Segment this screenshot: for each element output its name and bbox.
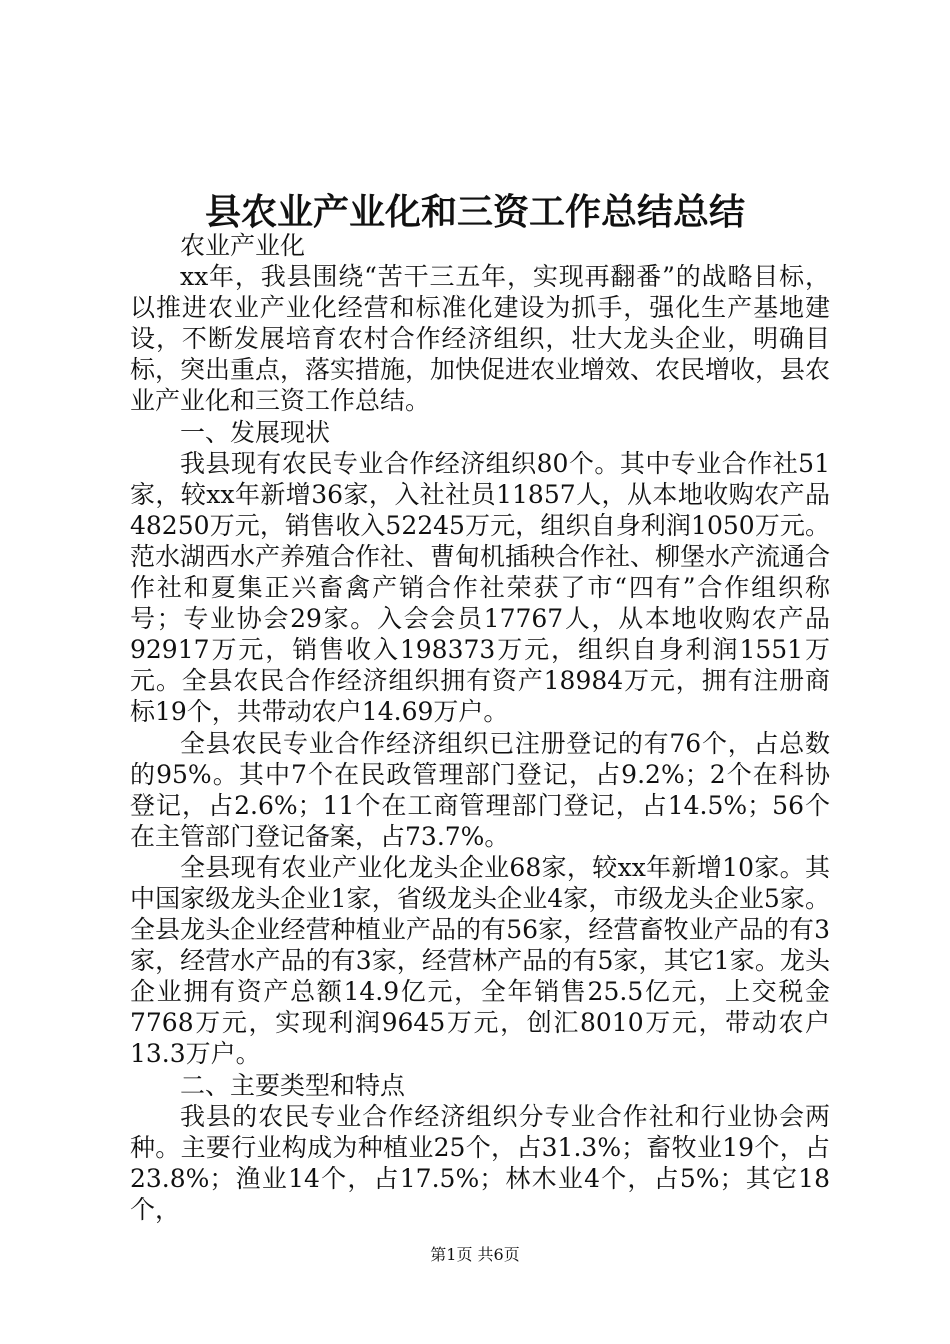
body-paragraph: 全县现有农业产业化龙头企业68家，较xx年新增10家。其中国家级龙头企业1家，省级龙头企业4家，市级龙头企业5家。全县龙头企业经营种植业产品的有56家，经营畜牧业产品的有3家，经营水产品的有3家，经营林产品的有5家，其它1家。龙头企业拥有资产总额14.9亿元，全年销售25.5亿元，上交税金7768万元，实现利润9645万元，创汇8010万元，带动农户13.3万户。 bbox=[130, 852, 830, 1069]
page-footer: 第1页 共6页 bbox=[430, 1245, 520, 1264]
body-paragraph: 全县农民专业合作经济组织已注册登记的有76个，占总数的95%。其中7个在民政管理部门登记，占9.2%；2个在科协登记，占2.6%；11个在工商管理部门登记，占14.5%；56个在主管部门登记备案，占73.7%。 bbox=[130, 728, 830, 851]
document-body bbox=[130, 230, 830, 1225]
section-heading: 农业产业化 bbox=[180, 231, 306, 260]
body-paragraph: xx年，我县围绕“苦干三五年，实现再翻番”的战略目标，以推进农业产业化经营和标准化建设为抓手，强化生产基地建设，不断发展培育农村合作经济组织，壮大龙头企业，明确目标，突出重点，落实措施，加快促进农业增效、农民增收，县农业产业化和三资工作总结。 bbox=[130, 262, 831, 416]
body-paragraph: 我县现有农民专业合作经济组织80个。其中专业合作社51家，较xx年新增36家，入社社员11857人，从本地收购农产品48250万元，销售收入52245万元，组织自身利润1050万元。范水湖西水产养殖合作社、曹甸机插秧合作社、柳堡水产流通合作社和夏集正兴畜禽产销合作社荣获了市“四有”合作组织称号；专业协会29家。入会会员17767人，从本地收购农产品92917万元，销售收入198373万元，组织自身利润1551万元。全县农民合作经济组织拥有资产18984万元，拥有注册商标19个，共带动农户14.69万户。 bbox=[130, 448, 831, 727]
document-title: 县农业产业化和三资工作总结总结 bbox=[204, 191, 745, 233]
body-paragraph: 我县的农民专业合作经济组织分专业合作社和行业协会两种。主要行业构成为种植业25个，占31.3%；畜牧业19个，占23.8%；渔业14个，占17.5%；林木业4个，占5%；其它18个， bbox=[130, 1101, 830, 1224]
section-heading: 一、发展现状 bbox=[180, 417, 331, 447]
section-heading: 二、主要类型和特点 bbox=[180, 1070, 406, 1100]
